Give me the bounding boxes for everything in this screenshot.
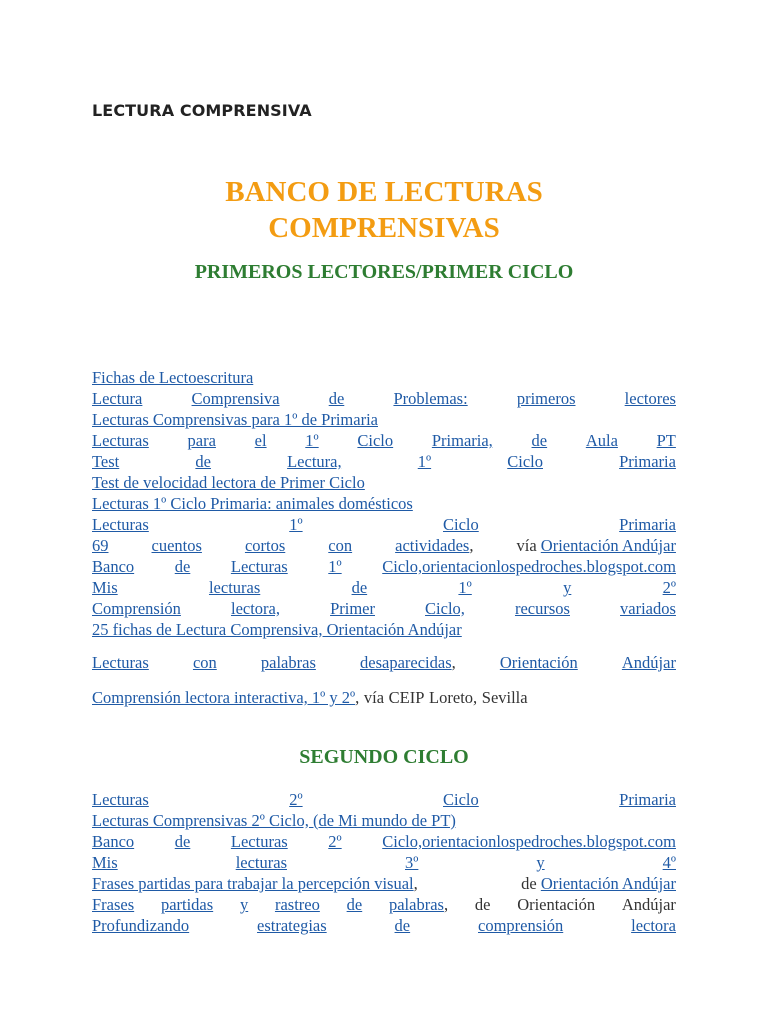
link-word[interactable]: Ciclo,orientacionlospedroches.blogspot.com [382,832,676,851]
text-word: Orientación [517,895,596,914]
list-item [92,852,676,873]
link-word[interactable]: rastreo [274,895,320,914]
link-word[interactable]: de [394,916,411,935]
title-line-2: COMPRENSIVAS [268,212,500,244]
link-with-separator [389,894,448,915]
link-word[interactable]: Banco [92,832,135,851]
link-word[interactable]: Ciclo, [425,599,465,618]
link-test-velocidad[interactable]: Test de velocidad lectora de Primer Ciclo [92,473,365,492]
link-word[interactable]: de [346,895,363,914]
text-word: de [521,874,537,893]
separator: , [355,688,360,707]
link-word[interactable]: Ciclo [507,452,543,471]
list-item [92,619,676,640]
link-word[interactable]: 3º [405,853,419,872]
list-item [92,810,676,831]
link-fichas-lectoescritura[interactable]: Fichas de Lectoescritura [92,368,254,387]
link-word[interactable]: 2º [662,578,676,597]
link-word[interactable]: 1º [328,557,342,576]
link-word[interactable]: Mis [92,853,118,872]
link-word[interactable]: Banco [92,557,135,576]
list-item [92,535,676,556]
link-orientacion-andujar[interactable]: Orientación Andújar [540,536,676,555]
link-word[interactable]: lectora [631,916,676,935]
link-word[interactable]: Test [92,452,120,471]
link-word[interactable]: Lecturas [92,431,149,450]
link-word[interactable]: 4º [662,853,676,872]
link-word[interactable]: Lectura [92,389,143,408]
link-word[interactable]: Orientación [499,653,578,672]
link-animales-domesticos[interactable]: Lecturas 1º Ciclo Primaria: animales domésticos [92,494,413,513]
link-word[interactable]: Lectura, [287,452,342,471]
list-item [92,388,676,409]
link-word[interactable]: primeros [516,389,576,408]
link-word[interactable]: 1º [289,515,303,534]
link-word[interactable]: Ciclo [443,790,479,809]
link-orientacion-andujar[interactable]: Orientación Andújar [540,874,676,893]
list-item [92,598,676,619]
list-item [92,652,676,673]
link-word[interactable]: comprensión [478,916,564,935]
list-item [92,367,676,388]
extra-link-line-2 [92,687,676,708]
link-word[interactable]: 2º [328,832,342,851]
link-word[interactable]: Andújar [621,653,676,672]
link-word[interactable]: lecturas [208,578,261,597]
list-item [92,451,676,472]
link-word[interactable]: Ciclo [443,515,479,534]
link-word[interactable]: y [563,578,572,597]
link-word[interactable]: Lecturas [230,832,288,851]
link-word[interactable]: el [254,431,267,450]
link-word[interactable]: Comprensión [92,599,181,618]
link-word[interactable]: lecturas [235,853,287,872]
link-word[interactable]: lectores [624,389,676,408]
link-word[interactable]: 2º [289,790,303,809]
link-word[interactable]: lectora, [230,599,280,618]
link-word[interactable]: Ciclo [357,431,394,450]
text-word: vía [363,688,385,707]
link-word[interactable]: Frases [92,895,135,914]
link-word[interactable]: 1º [417,452,432,471]
link-word[interactable]: partidas [160,895,214,914]
link-word[interactable]: Lecturas [92,515,149,534]
list-item [92,915,676,936]
link-word[interactable]: desaparecidas [360,653,452,672]
link-word[interactable]: de [195,452,211,471]
list-item [92,493,676,514]
link-word[interactable]: 1º [305,431,319,450]
text-word: CEIP [388,688,425,707]
link-mi-mundo-de-pt[interactable]: Lecturas Comprensivas 2º Ciclo, (de Mi mundo de PT) [92,811,456,830]
second-cycle-link-list [92,789,676,936]
link-word[interactable]: Lecturas [230,557,288,576]
link-25-fichas[interactable]: 25 fichas de Lectura Comprensiva, Orientación Andújar [92,620,462,639]
section-heading-first-cycle: PRIMEROS LECTORES/PRIMER CICLO [194,261,574,283]
link-word[interactable]: Primaria [619,452,676,471]
link-word[interactable]: de [351,578,368,597]
page-title [0,174,768,246]
link-word[interactable]: 69 [92,536,109,555]
link-lecturas-comprensivas-1[interactable]: Lecturas Comprensivas para 1º de Primaria [92,410,378,429]
text-word: de [474,895,491,914]
separator: , [469,536,474,555]
link-word[interactable]: Mis [92,578,118,597]
link-word[interactable]: de [174,832,191,851]
link-word[interactable]: de [328,389,345,408]
list-item [92,687,676,708]
link-word[interactable]: Aula [585,431,618,450]
via-group [516,535,675,556]
text-word: Andújar [621,895,676,914]
link-with-separator [92,687,359,708]
link-word[interactable]: con [328,536,353,555]
link-with-separator [395,535,473,556]
list-item [92,556,676,577]
link-word[interactable]: Comprensiva [191,389,280,408]
link-word[interactable]: Lecturas [92,790,149,809]
link-word[interactable]: cuentos [151,536,202,555]
link-word[interactable]: PT [656,431,676,450]
list-item [92,472,676,493]
link-with-separator [92,873,418,894]
link-comprension-interactiva[interactable]: Comprensión lectora interactiva, 1º y 2º [92,688,356,707]
section-heading-second-cycle: SEGUNDO CICLO [299,746,469,768]
separator: , [413,874,418,893]
link-word[interactable]: Primaria [619,790,676,809]
link-word[interactable]: Ciclo,orientacionlospedroches.blogspot.com [382,557,676,576]
link-word[interactable]: estrategias [257,916,327,935]
link-word[interactable]: Problemas: [393,389,468,408]
link-word[interactable]: y [536,853,545,872]
text-word: Loreto, [429,688,478,707]
link-word[interactable]: Primaria, [431,431,493,450]
link-word[interactable]: palabras [388,895,444,914]
link-word[interactable]: de [174,557,191,576]
link-word[interactable]: Profundizando [92,916,190,935]
list-item [92,430,676,451]
first-cycle-link-list [92,367,676,640]
link-frases-partidas[interactable]: Frases partidas para trabajar la percepción visual [92,874,414,893]
de-group [521,873,676,894]
list-item [92,577,676,598]
list-item [92,409,676,430]
list-item [92,894,676,915]
link-word[interactable]: Lecturas [92,653,149,672]
link-word[interactable]: para [187,431,216,450]
link-word[interactable]: de [531,431,548,450]
separator: , [443,895,449,914]
list-item [92,873,676,894]
link-word[interactable]: y [239,895,249,914]
link-word[interactable]: cortos [244,536,286,555]
link-word[interactable]: variados [620,599,676,618]
link-word[interactable]: palabras [260,653,316,672]
title-line-1: BANCO DE LECTURAS [225,176,543,208]
list-item [92,831,676,852]
link-word[interactable]: Primaria [619,515,676,534]
link-word[interactable]: recursos [514,599,570,618]
link-with-separator [360,652,456,673]
link-word[interactable]: 1º [458,578,472,597]
via-text: vía [516,536,537,555]
link-word[interactable]: actividades [395,536,470,555]
link-word[interactable]: con [192,653,217,672]
separator: , [451,653,456,672]
text-word: Sevilla [481,688,528,707]
extra-link-line-1 [92,652,676,673]
link-word[interactable]: Primer [330,599,375,618]
list-item [92,789,676,810]
page-header: LECTURA COMPRENSIVA [92,101,312,120]
list-item [92,514,676,535]
